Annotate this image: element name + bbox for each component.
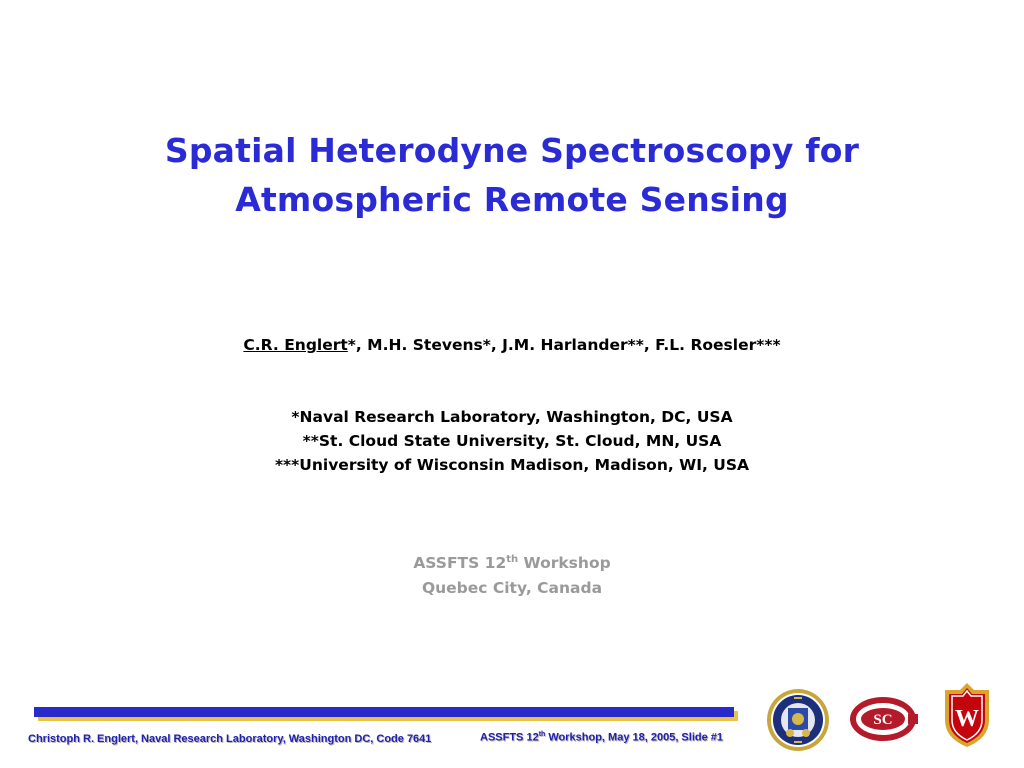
footer-slide-info: [480, 731, 723, 744]
affiliation-scsu: **St. Cloud State University, St. Cloud, MN, USA: [302, 432, 722, 450]
authors-line: [0, 334, 1024, 356]
scsu-logo-text: SC: [873, 712, 893, 728]
nrl-seal-icon: [766, 688, 830, 752]
affiliation-nrl: *Naval Research Laboratory, Washington, DC, USA: [291, 408, 733, 426]
venue-line-1: [0, 547, 1024, 576]
lead-author: C.R. Englert: [243, 336, 348, 354]
uw-crest-icon: [942, 682, 992, 748]
venue-line-2: Quebec City, Canada: [421, 579, 603, 598]
st-cloud-state-logo-icon: [848, 694, 918, 744]
venue: [0, 547, 1024, 601]
footer-bar: [34, 707, 734, 717]
affiliation-uw: ***University of Wisconsin Madison, Madison, WI, USA: [274, 456, 750, 474]
title-line-1: Spatial Heterodyne Spectroscopy for: [164, 131, 860, 170]
uw-crest-text: W: [955, 706, 979, 732]
footer-workshop-sup: th: [538, 731, 546, 738]
title-line-2: Atmospheric Remote Sensing: [235, 180, 789, 219]
venue-workshop-sup: th: [506, 554, 519, 565]
affiliations: [0, 405, 1024, 477]
venue-workshop-prefix: ASSFTS 12: [413, 554, 507, 573]
co-authors: *, M.H. Stevens*, J.M. Harlander**, F.L. Roesler***: [347, 336, 781, 354]
venue-workshop-suffix: Workshop: [518, 554, 611, 573]
footer-workshop-suffix: Workshop, May 18, 2005, Slide #1: [545, 731, 724, 744]
slide-title: [0, 126, 1024, 224]
footer-workshop-prefix: ASSFTS 12: [480, 731, 539, 744]
footer-author-text: Christoph R. Englert, Naval Research Laboratory, Washington DC, Code 7641: [28, 733, 432, 745]
